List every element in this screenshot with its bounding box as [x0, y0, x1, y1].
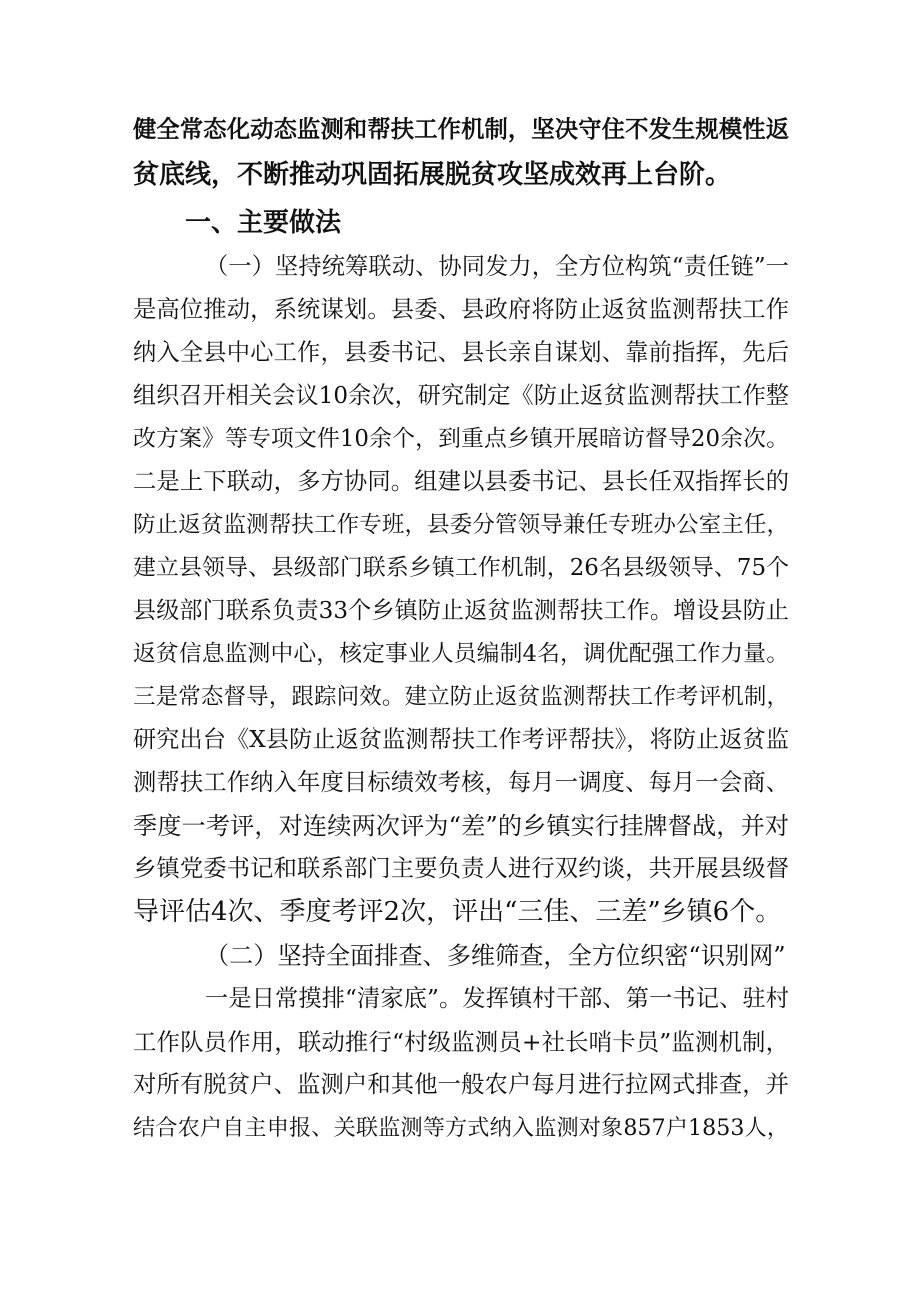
paragraph-line-5: 是高位推动，系统谋划。县委、县政府将防止返贫监测帮扶工作	[133, 296, 789, 323]
paragraph-line-21: 一是日常摸排“清家底”。发挥镇村干部、第一书记、驻村	[205, 985, 789, 1012]
paragraph-line-7: 组织召开相关会议10余次，研究制定《防止返贫监测帮扶工作整	[133, 383, 789, 409]
paragraph-line-12: 县级部门联系负责33个乡镇防止返贫监测帮扶工作。增设县防止	[133, 598, 789, 624]
paragraph-line-11: 建立县领导、县级部门联系乡镇工作机制，26名县级领导、75个	[133, 555, 789, 581]
paragraph-line-14: 三是常态督导，跟踪问效。建立防止返贫监测帮扶工作考评机制，	[133, 684, 789, 710]
paragraph-line-13: 返贫信息监测中心，核定事业人员编制4名，调优配强工作力量。	[133, 641, 789, 667]
paragraph-line-17: 季度一考评，对连续两次评为“差”的乡镇实行挂牌督战，并对	[133, 812, 789, 840]
paragraph-line-23: 对所有脱贫户、监测户和其他一般农户每月进行拉网式排查，并	[133, 1071, 789, 1098]
subsection-heading-1: （一）坚持统筹联动、协同发力，全方位构筑“责任链”一	[205, 253, 789, 280]
paragraph-line-16: 测帮扶工作纳入年度目标绩效考核，每月一调度、每月一会商、	[133, 769, 789, 796]
paragraph-line-10: 防止返贫监测帮扶工作专班，县委分管领导兼任专班办公室主任，	[133, 512, 789, 538]
paragraph-line-18: 乡镇党委书记和联系部门主要负责人进行双约谈，共开展县级督	[133, 855, 789, 882]
paragraph-line-24: 结合农户自主申报、关联监测等方式纳入监测对象857户1853人，	[133, 1115, 789, 1141]
paragraph-line-22: 工作队员作用，联动推行“村级监测员+社长哨卡员”监测机制，	[133, 1028, 789, 1056]
paragraph-line-9: 二是上下联动，多方协同。组建以县委书记、县长任双指挥长的	[133, 468, 789, 495]
subsection-heading-2: （二）坚持全面排查、多维筛查，全方位织密“识别网”	[205, 942, 786, 970]
paragraph-line-8: 改方案》等专项文件10余个，到重点乡镇开展暗访督导20余次。	[133, 426, 789, 452]
paragraph-line-6: 纳入全县中心工作，县委书记、县长亲自谋划、靠前指挥，先后	[133, 339, 789, 366]
paragraph-line-19: 导评估4次、季度考评2次，评出“三佳、三差”乡镇6个。	[133, 897, 782, 927]
paragraph-line-2: 贫底线，不断推动巩固拓展脱贫攻坚成效再上台阶。	[133, 160, 732, 190]
section-heading-main-practices: 一、主要做法	[185, 208, 342, 238]
paragraph-line-15: 研究出台《X县防止返贫监测帮扶工作考评帮扶》，将防止返贫监	[133, 727, 789, 753]
paragraph-line-1: 健全常态化动态监测和帮扶工作机制，坚决守住不发生规模性返	[133, 116, 789, 143]
